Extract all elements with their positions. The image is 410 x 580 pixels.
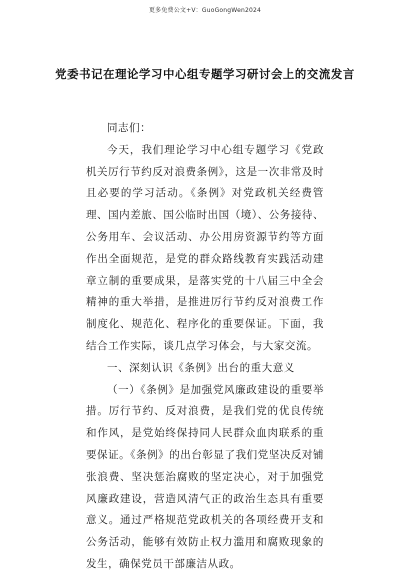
header-note: 更多免费公文+V：GuoGongWen2024	[148, 7, 262, 14]
document-body	[86, 118, 324, 576]
salutation: 同志们：	[107, 122, 152, 134]
document-title: 党委书记在理论学习中心组专题学习研讨会上的交流发言	[55, 67, 355, 81]
paragraph-point-one: （一）《条例》是加强党风廉政建设的重要举措。厉行节约、反对浪费，是我们党的优良传统和作风，是党始终保持同人民群众血肉联系的重要保证。《条例》的出台彰显了我们党坚决反对铺张浪费、坚决惩治腐败的坚定决心，对于加强党风廉政建设，营造风清气正的政治生态具有重要意义。通过严格规范党政机关的各项经费开支和公务活动，能够有效防止权力滥用和腐败现象的发生，确保党员干部廉洁从政。	[86, 383, 324, 570]
section-heading: 一、深刻认识《条例》出台的重大意义	[107, 361, 295, 374]
paragraph-intro: 今天，我们理论学习中心组专题学习《党政机关厉行节约反对浪费条例》，这是一次非常及时且必要的学习活动。《条例》对党政机关经费管理、国内差旅、国公临时出国（境）、公务接待、公务用车、会议活动、办公用房资源节约等方面作出全面规范，是党的群众路线教育实践活动建章立制的重要成果，是落实党的十八届三中全会精神的重大举措，是推进厉行节约反对浪费工作制度化、规范化、程序化的重要保证。下面，我结合工作实际，谈几点学习体会，与大家交流。	[86, 143, 324, 352]
